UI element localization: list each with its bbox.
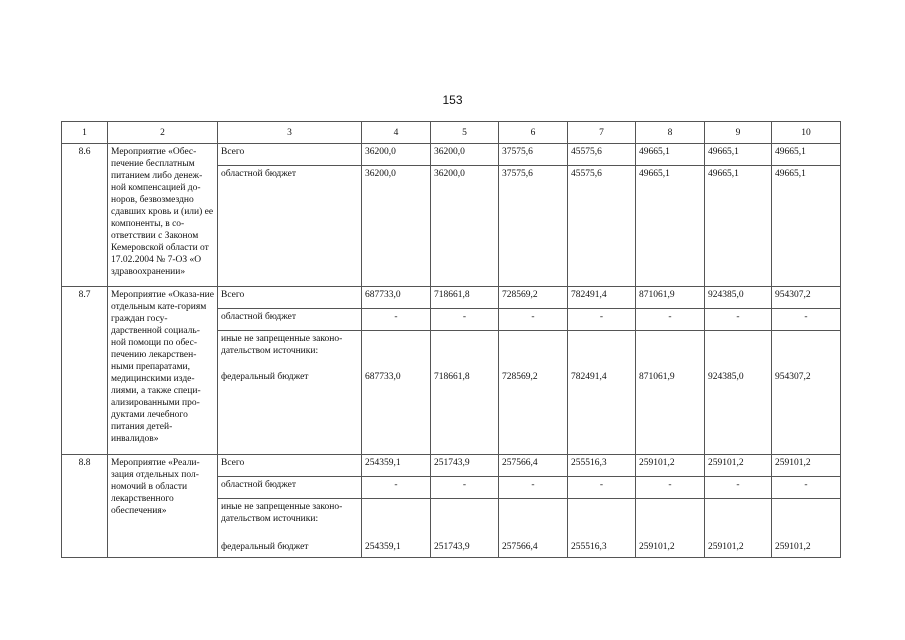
header-cell: 8 [636,122,705,144]
value-cell [568,499,636,558]
value-cell [431,331,499,455]
value-cell [636,331,705,455]
value-cell: - [636,309,705,331]
value-cell: 251743,9 [431,455,499,477]
value-cell: 49665,1 [636,166,705,287]
value-cell: - [431,309,499,331]
value-cell: 687733,0 [362,287,431,309]
value: 259101,2 [708,542,744,552]
budget-table [61,121,841,558]
value: 259101,2 [639,542,675,552]
value-cell: - [499,477,568,499]
header-row [62,122,841,144]
value-cell: - [705,309,772,331]
header-cell: 1 [62,122,108,144]
header-cell: 7 [568,122,636,144]
value: 255516,3 [571,542,607,552]
value-cell: 259101,2 [636,455,705,477]
table-row [62,287,841,309]
value: 924385,0 [708,372,744,382]
value-cell: - [772,309,841,331]
value-cell: 45575,6 [568,166,636,287]
value-cell: 49665,1 [636,144,705,166]
sub-source-label: федеральный бюджет [221,372,309,382]
value-cell: - [772,477,841,499]
value-cell [499,499,568,558]
row-description: Мероприятие «Реали-зация отдельных пол-номочий в области лекарственного обеспечения» [108,455,218,558]
source-cell: областной бюджет [218,166,362,287]
value-cell: 36200,0 [431,166,499,287]
value: 871061,9 [639,372,675,382]
value-cell: 45575,6 [568,144,636,166]
header-cell: 3 [218,122,362,144]
row-description: Мероприятие «Обес-печение бесплатным питанием либо денеж-ной компенсацией до-норов, безвозмездно сдавших кровь и (или) ее компоненты, в со-ответствии с Законом Кемеровской области от 17.02.2004 № 7-ОЗ «О здравоохранении» [108,144,218,287]
value-cell [499,331,568,455]
value-cell: 49665,1 [772,144,841,166]
header-cell: 10 [772,122,841,144]
source-cell: областной бюджет [218,477,362,499]
header-cell: 9 [705,122,772,144]
value-cell: - [636,477,705,499]
value-cell [362,331,431,455]
value-cell [362,499,431,558]
value-cell [568,331,636,455]
value-cell: - [705,477,772,499]
value-cell: 254359,1 [362,455,431,477]
table-row [62,455,841,477]
value-cell: 954307,2 [772,287,841,309]
value-cell: 259101,2 [705,455,772,477]
value-cell: - [431,477,499,499]
source-cell [218,331,362,455]
value-cell: 36200,0 [362,166,431,287]
value-cell: 718661,8 [431,287,499,309]
value-cell: 49665,1 [705,144,772,166]
value-cell: 924385,0 [705,287,772,309]
value: 782491,4 [571,372,607,382]
value-cell [431,499,499,558]
value: 687733,0 [365,372,401,382]
value-cell [705,331,772,455]
source-cell: Всего [218,144,362,166]
row-id: 8.8 [62,455,108,558]
value-cell: 36200,0 [431,144,499,166]
source-cell: Всего [218,287,362,309]
header-cell: 6 [499,122,568,144]
value-cell: 37575,6 [499,144,568,166]
value: 257566,4 [502,542,538,552]
value-cell: - [362,309,431,331]
value-cell [772,499,841,558]
source-label: иные не запрещенные законо-дательством источники: [221,502,343,524]
value: 728569,2 [502,372,538,382]
value-cell: 728569,2 [499,287,568,309]
source-cell [218,499,362,558]
row-description: Мероприятие «Оказа-ние отдельным кате-гориям граждан госу-дарственной социаль-ной помощи по обес-печению лекарствен-ными препаратами, медицинскими изде-лиями, а также специ-ализированными про-дуктами лечебного питания детей-инвалидов» [108,287,218,455]
value-cell: 871061,9 [636,287,705,309]
value-cell: 259101,2 [772,455,841,477]
sub-source-label: федеральный бюджет [221,542,309,552]
value-cell: 257566,4 [499,455,568,477]
value: 251743,9 [434,542,470,552]
row-id: 8.6 [62,144,108,287]
value-cell: - [499,309,568,331]
page-number: 153 [442,93,463,107]
value-cell: - [568,309,636,331]
source-cell: Всего [218,455,362,477]
value-cell: - [568,477,636,499]
header-cell: 4 [362,122,431,144]
value-cell: - [362,477,431,499]
value-cell [705,499,772,558]
header-cell: 2 [108,122,218,144]
value: 259101,2 [775,542,811,552]
header-cell: 5 [431,122,499,144]
value: 954307,2 [775,372,811,382]
value-cell: 49665,1 [705,166,772,287]
source-label: иные не запрещенные законо-дательством источники: [221,334,343,356]
value-cell [636,499,705,558]
source-cell: областной бюджет [218,309,362,331]
row-id: 8.7 [62,287,108,455]
table-row [62,144,841,166]
value: 254359,1 [365,542,401,552]
value: 718661,8 [434,372,470,382]
value-cell [772,331,841,455]
value-cell: 37575,6 [499,166,568,287]
value-cell: 782491,4 [568,287,636,309]
value-cell: 36200,0 [362,144,431,166]
value-cell: 255516,3 [568,455,636,477]
value-cell: 49665,1 [772,166,841,287]
